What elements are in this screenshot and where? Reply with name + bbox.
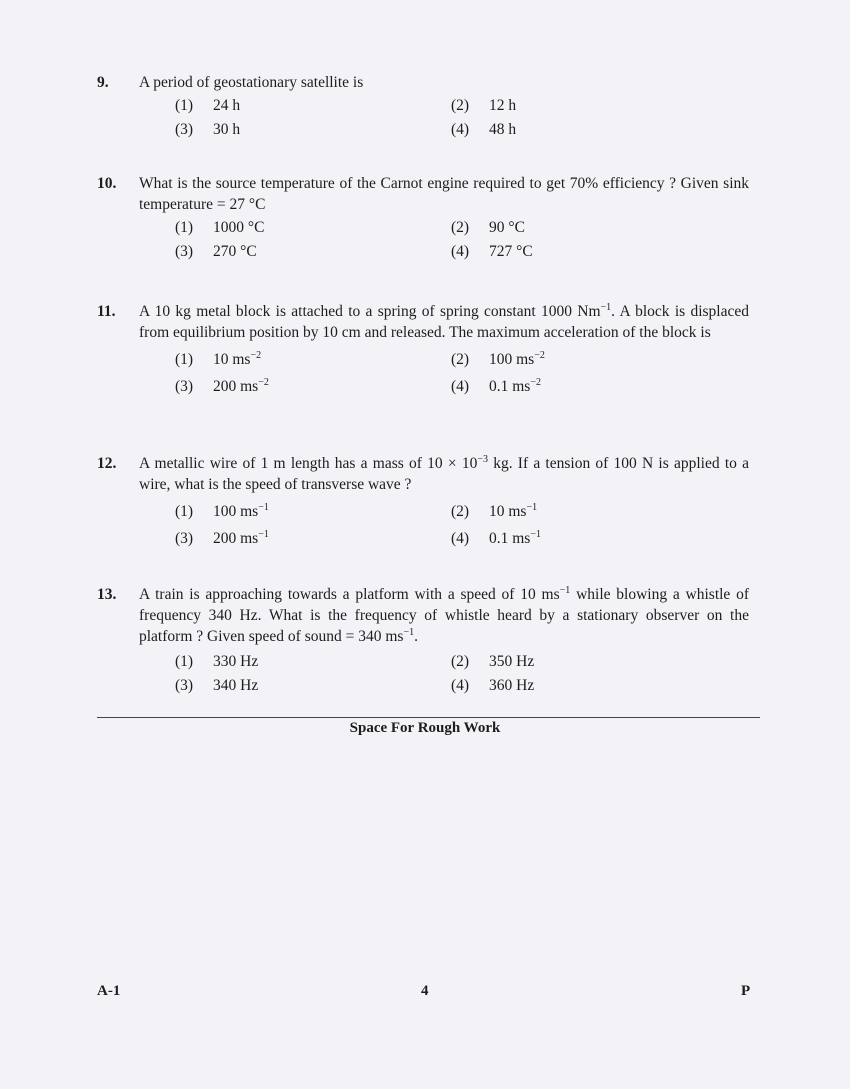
option-1: (1) 10 $ms^{-2}$ — [175, 349, 262, 368]
page-number: 4 — [421, 983, 429, 999]
options — [175, 349, 749, 403]
question-text: A 10 kg metal block is attached to a spring of spring constant 1000 $Nm^{-1}$. A block is displaced from equilibrium position by 10 cm and released. The maximum acceleration of the block is — [139, 301, 749, 341]
options — [175, 217, 749, 265]
option-2: (2) 12 h — [451, 97, 517, 114]
option-1: (1) 24 h — [175, 97, 241, 114]
option-4: (4) 48 h — [451, 121, 517, 138]
option-1: (1) 330 Hz — [175, 653, 259, 670]
question-number: 11. — [97, 303, 116, 320]
option-2: (2) 100 $ms^{-2}$ — [451, 349, 545, 368]
rough-work-heading: Space For Rough Work — [349, 720, 501, 736]
question-12 — [97, 453, 749, 555]
question-13 — [97, 584, 749, 699]
option-4: (4) 360 Hz — [451, 677, 535, 694]
options — [175, 651, 749, 699]
question-number: 10. — [97, 175, 117, 192]
question-text: A metallic wire of 1 m length has a mass of $10 \times 10^{-3}$ kg. If a tension of 100 N is applied to a wire, what is the speed of transverse wave ? — [139, 453, 749, 493]
option-4: (4) 727 °C — [451, 243, 533, 260]
option-1: (1) 1000 °C — [175, 219, 265, 236]
series-code: P — [741, 983, 751, 999]
option-3: (3) 340 Hz — [175, 677, 259, 694]
question-text: A period of geostationary satellite is — [139, 74, 364, 91]
question-number: 12. — [97, 455, 117, 472]
question-11 — [97, 301, 749, 403]
option-2: (2) 90 °C — [451, 219, 525, 236]
option-2: (2) 350 Hz — [451, 653, 535, 670]
option-4: (4) 0.1 $ms^{-2}$ — [451, 376, 541, 395]
question-9 — [97, 72, 749, 143]
option-3: (3) 200 $ms^{-2}$ — [175, 376, 269, 395]
option-3: (3) 200 $ms^{-1}$ — [175, 528, 269, 547]
option-3: (3) 270 °C — [175, 243, 257, 260]
question-10 — [97, 173, 749, 265]
booklet-code: A-1 — [97, 983, 121, 999]
option-1: (1) 100 $ms^{-1}$ — [175, 501, 269, 520]
question-text: A train is approaching towards a platform with a speed of 10 $ms^{-1}$ while blowing a whistle of frequency 340 Hz. What is the frequency of whistle heard by a stationary observer on the platform ? Given speed of sound = 340 $ms^{-1}$. — [139, 584, 750, 645]
question-number: 9. — [97, 74, 109, 91]
question-number: 13. — [97, 586, 117, 603]
option-4: (4) 0.1 $ms^{-1}$ — [451, 528, 541, 547]
question-text: What is the source temperature of the Carnot engine required to get 70% efficiency ? Given sink temperature = 27 °C — [139, 175, 749, 213]
option-3: (3) 30 h — [175, 121, 241, 138]
divider — [97, 717, 760, 718]
options — [175, 501, 749, 555]
options — [175, 95, 749, 143]
option-2: (2) 10 $ms^{-1}$ — [451, 501, 538, 520]
